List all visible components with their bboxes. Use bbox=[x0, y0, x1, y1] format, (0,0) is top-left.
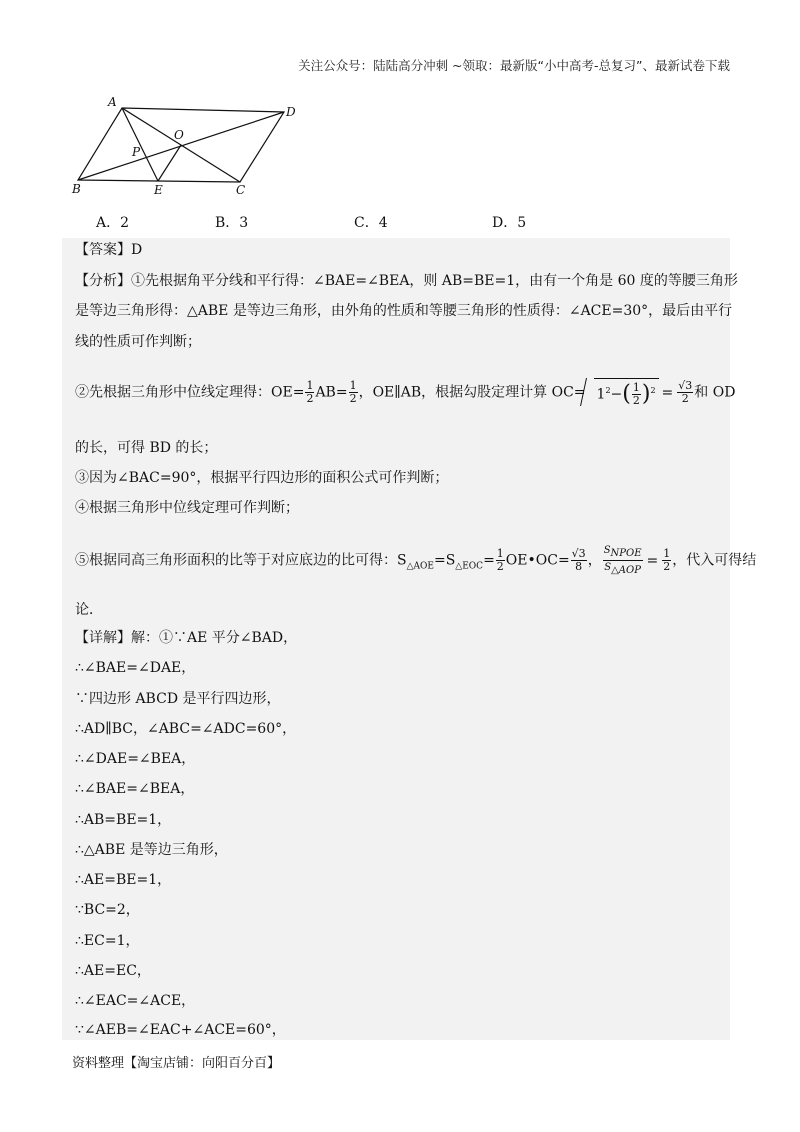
analysis-line-7: ④根据三角形中位线定理可作判断； bbox=[75, 500, 299, 516]
label-e: E bbox=[154, 183, 163, 197]
label-o: O bbox=[174, 128, 184, 142]
fraction-one-half-2: $\frac{1}{2}$ bbox=[349, 379, 357, 406]
fraction-root3-over-8: $\frac{√3}{8}$ bbox=[571, 547, 586, 574]
option-a: A．2 bbox=[96, 215, 130, 231]
header-note: 关注公众号：陆陆高分冲刺 ~领取：最新版“小中高考-总复习”、最新试卷下载 bbox=[298, 58, 730, 73]
fraction-root3-over-2: $\frac{√3}{2}$ bbox=[678, 379, 693, 406]
detail-line: ∴AE=BE=1， bbox=[75, 872, 172, 888]
detail-line: ∴AE=EC， bbox=[75, 963, 151, 979]
detail-line: ∴∠BAE=∠BEA， bbox=[75, 781, 195, 797]
label-p: P bbox=[132, 145, 141, 159]
sqrt-expression: $1^2-$( $\frac{1}{2}$ )$^2$ bbox=[594, 378, 659, 407]
detail-line: ∴AB=BE=1， bbox=[75, 812, 172, 828]
label-a: A bbox=[108, 95, 117, 109]
footer-note: 资料整理【淘宝店铺：向阳百分百】 bbox=[72, 1056, 281, 1071]
answer-line: 【答案】D bbox=[75, 242, 143, 258]
option-d: D．5 bbox=[492, 215, 527, 231]
detail-line: ∴∠BAE=∠DAE， bbox=[75, 660, 196, 676]
analysis-line-6: ③因为∠BAC=90°，根据平行四边形的面积公式可作判断； bbox=[75, 470, 449, 486]
parallelogram-diagram bbox=[70, 90, 310, 200]
detail-line: ∵四边形 ABCD 是平行四边形， bbox=[75, 691, 281, 707]
detail-line: ∴∠DAE=∠BEA， bbox=[75, 751, 196, 767]
analysis-line-8: ⑤根据同高三角形面积的比等于对应底边的比可得：$S_{\triangle AOE}=S_{\triangle EOC}=$ $\frac{1}{2}$ OE•OC= $\frac{√3}{8}$ ， $\frac{S_{NPOE}}{S_{\triangle AOP}}$ = $\frac{1}{2}$ ，代入可得结 bbox=[75, 545, 757, 577]
analysis-line-5: 的长，可得 BD 的长； bbox=[75, 440, 218, 456]
fraction-one-half-3: $\frac{1}{2}$ bbox=[496, 547, 504, 574]
fraction-area-ratio: $\frac{S_{NPOE}}{S_{\triangle AOP}}$ bbox=[603, 545, 642, 577]
detail-line: ∴∠EAC=∠ACE， bbox=[75, 993, 196, 1009]
option-c: C．4 bbox=[354, 215, 388, 231]
detail-line: ∵∠AEB=∠EAC+∠ACE=60°， bbox=[75, 1022, 286, 1038]
analysis-line-9: 论． bbox=[75, 602, 103, 618]
label-c: C bbox=[236, 183, 246, 197]
detail-line: ∴AD∥BC，∠ABC=∠ADC=60°， bbox=[75, 721, 297, 737]
label-d: D bbox=[286, 105, 296, 119]
analysis-line-3: 线的性质可作判断； bbox=[75, 334, 201, 350]
label-b: B bbox=[72, 182, 81, 196]
analysis-line-2: 是等边三角形得：△ABE 是等边三角形，由外角的性质和等腰三角形的性质得：∠ACE=30°，最后由平行 bbox=[75, 303, 733, 319]
detail-line: 【详解】解：①∵AE 平分∠BAD， bbox=[75, 630, 298, 646]
fraction-one-half-4: $\frac{1}{2}$ bbox=[663, 547, 671, 574]
detail-line: ∴EC=1， bbox=[75, 933, 140, 949]
analysis-line-4: ②先根据三角形中位线定理得：OE= $\frac{1}{2}$ AB= $\frac{1}{2}$ ，OE∥AB，根据勾股定理计算 $OC= 1^2-$( $\frac{1}{2}$ )$^2$ = $\frac{√3}{2}$ 和 OD bbox=[75, 379, 736, 408]
detail-line: ∴△ABE 是等边三角形， bbox=[75, 842, 228, 858]
fraction-one-half: $\frac{1}{2}$ bbox=[306, 379, 314, 406]
analysis-line-1: 【分析】①先根据角平分线和平行得：∠BAE=∠BEA，则 AB=BE=1，由有一个角是 60 度的等腰三角形 bbox=[75, 273, 738, 289]
option-b: B．3 bbox=[215, 215, 249, 231]
detail-line: ∵BC=2， bbox=[75, 902, 140, 918]
